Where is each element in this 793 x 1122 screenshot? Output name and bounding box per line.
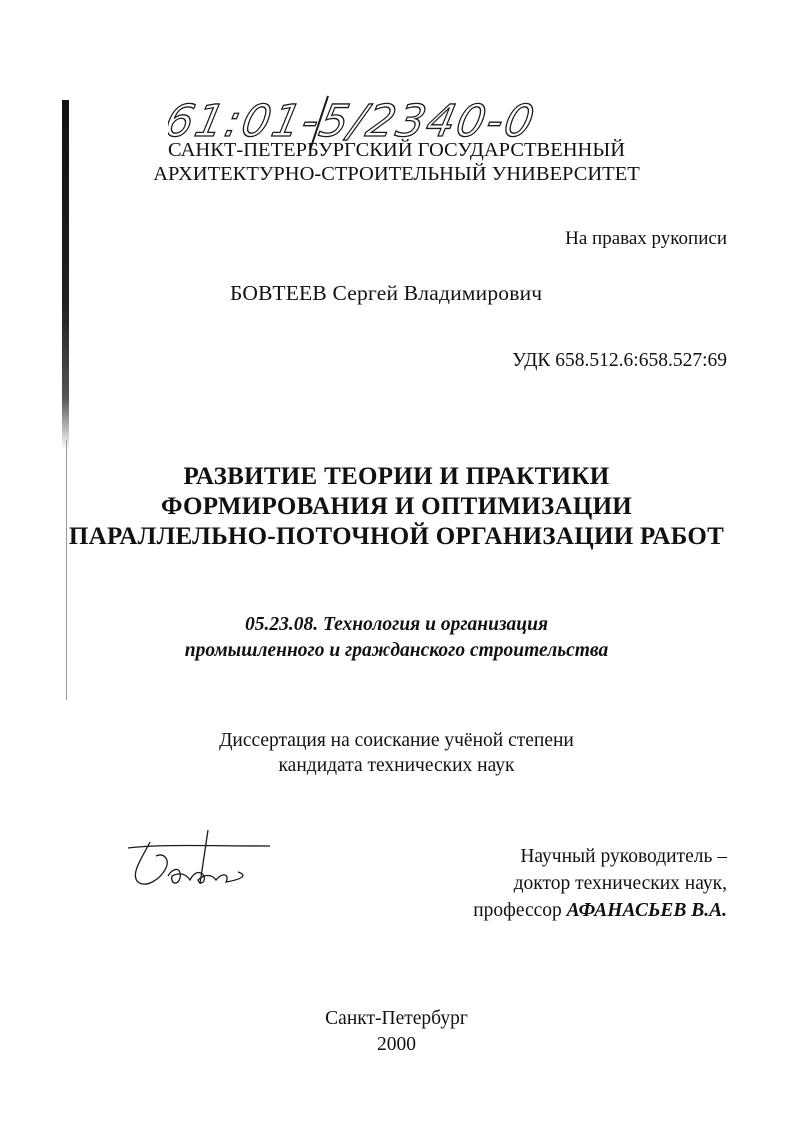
udk-code: УДК 658.512.6:658.527:69 (512, 350, 727, 371)
supervisor-prefix: профессор (473, 900, 562, 921)
degree-line-1: Диссертация на соискание учёной степени (219, 730, 574, 751)
archive-number-text: 61:01-5/2340-0 (168, 96, 541, 147)
university-line-2: АРХИТЕКТУРНО-СТРОИТЕЛЬНЫЙ УНИВЕРСИТЕТ (153, 163, 640, 185)
title-line-3: ПАРАЛЛЕЛЬНО-ПОТОЧНОЙ ОРГАНИЗАЦИИ РАБОТ (68, 523, 725, 550)
university-name (0, 138, 793, 186)
city: Санкт-Петербург (325, 1008, 468, 1029)
supervisor-name: АФАНАСЬЕВ В.А. (566, 900, 727, 921)
degree-line-2: кандидата технических наук (278, 755, 515, 776)
author-signature (120, 822, 280, 902)
specialty-line-2: промышленного и гражданского строительства (184, 640, 609, 661)
author-name: БОВТЕЕВ Сергей Владимирович (230, 281, 543, 305)
title-line-2: ФОРМИРОВАНИЯ И ОПТИМИЗАЦИИ (160, 493, 633, 520)
university-line-1: САНКТ-ПЕТЕРБУРГСКИЙ ГОСУДАРСТВЕННЫЙ (167, 139, 626, 161)
supervisor-line-2: доктор технических наук, (513, 873, 727, 894)
supervisor-line-1: Научный руководитель – (520, 846, 727, 867)
city-year (0, 1006, 793, 1058)
thesis-title (0, 462, 793, 552)
title-line-1: РАЗВИТИЕ ТЕОРИИ И ПРАКТИКИ (183, 463, 610, 490)
manuscript-note: На правах рукописи (565, 228, 727, 249)
specialty (0, 612, 793, 664)
year: 2000 (377, 1034, 416, 1055)
signature-svg (120, 822, 280, 902)
supervisor-block (473, 843, 727, 924)
supervisor-line-3 (473, 897, 727, 924)
specialty-line-1: 05.23.08. Технология и организация (244, 614, 549, 635)
degree-statement (0, 728, 793, 778)
